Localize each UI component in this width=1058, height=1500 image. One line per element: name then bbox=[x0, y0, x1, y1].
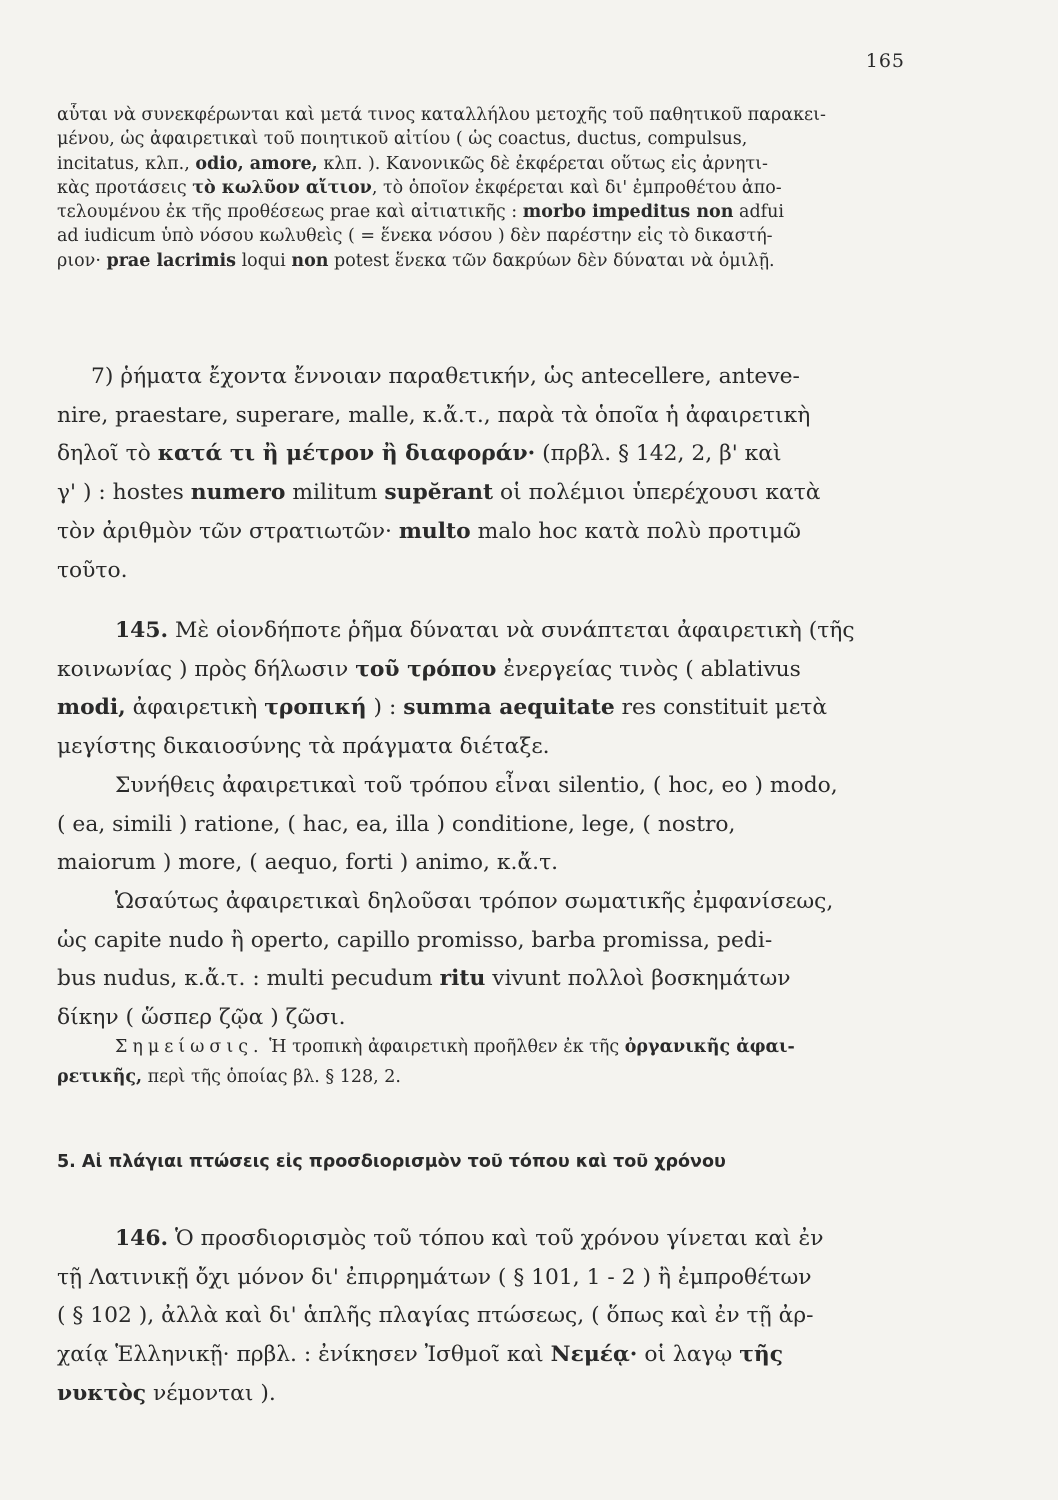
bold-term: prae lacrimis bbox=[106, 250, 237, 271]
text-line: ad iudicum ὑπὸ νόσου κωλυθεὶς ( = ἕνεκα νόσου ) δὲν παρέστην εἰς τὸ δικαστή- bbox=[57, 226, 773, 247]
text-line: 145. Μὲ οἱονδήποτε ῥῆμα δύναται νὰ συνάπτεται ἀφαιρετικὴ (τῆς bbox=[115, 618, 855, 643]
bold-term: Νεμέᾳ· bbox=[550, 1342, 638, 1368]
text-line: incitatus, κλπ., odio, amore, κλπ. ). Κανονικῶς δὲ ἐκφέρεται οὕτως εἰς ἀρνητι- bbox=[57, 153, 768, 174]
bold-term: modi, bbox=[57, 695, 126, 721]
section-146 bbox=[57, 1220, 915, 1414]
page-number: 165 bbox=[865, 50, 905, 72]
note bbox=[57, 1032, 915, 1092]
text-line: Σημείωσις. Ἡ τροπικὴ ἀφαιρετικὴ προῆλθεν ἐκ τῆς ὀργανικῆς ἀφαι- bbox=[115, 1037, 795, 1057]
bold-term: numero bbox=[190, 480, 286, 506]
bold-term: τοῦ τρόπου bbox=[355, 656, 497, 682]
heading-title: Αἱ πλάγιαι πτώσεις εἰς προσδιορισμὸν τοῦ τόπου καὶ τοῦ χρόνου bbox=[81, 1152, 726, 1172]
text-line: ριον· prae lacrimis loqui non potest ἕνεκα τῶν δακρύων δὲν δύναται νὰ ὁμιλῇ. bbox=[57, 250, 775, 271]
text-line: νυκτὸς νέμονται ). bbox=[57, 1380, 276, 1406]
text-line: ( ea, simili ) ratione, ( hac, ea, illa ) conditione, lege, ( nostro, bbox=[57, 811, 736, 837]
text-line: ρετικῆς, περὶ τῆς ὁποίας βλ. § 128, 2. bbox=[57, 1067, 401, 1087]
bold-term: morbo impeditus non bbox=[522, 202, 734, 223]
text-line: 7) ῥήματα ἔχοντα ἔννοιαν παραθετικήν, ὡς antecellere, anteve- bbox=[91, 364, 800, 389]
text-line: χαίᾳ Ἑλληνικῇ· πρβλ. : ἐνίκησεν Ἰσθμοῖ καὶ Νεμέᾳ· οἱ λαγῳ τῆς bbox=[57, 1342, 783, 1368]
bold-term: κατά τι ἢ μέτρον ἢ διαφοράν· bbox=[157, 441, 536, 467]
bold-term: ρετικῆς, bbox=[57, 1067, 143, 1087]
section-number: 146. bbox=[115, 1226, 169, 1251]
text-line: ( § 102 ), ἀλλὰ καὶ δι' ἁπλῆς πλαγίας πτώσεως, ( ὅπως καὶ ἐν τῇ ἀρ- bbox=[57, 1303, 814, 1329]
text-line: γ' ) : hostes numero militum supĕrant οἱ πολέμιοι ὑπερέχουσι κατὰ bbox=[57, 480, 821, 506]
text-line: τὸν ἀριθμὸν τῶν στρατιωτῶν· multo malo hoc κατὰ πολὺ προτιμῶ bbox=[57, 518, 801, 544]
text-line: τοῦτο. bbox=[57, 557, 128, 583]
text-line: δίκην ( ὥσπερ ζῷα ) ζῶσι. bbox=[57, 1005, 346, 1031]
paragraph-7 bbox=[57, 358, 915, 590]
text-line: μένου, ὡς ἀφαιρετικαὶ τοῦ ποιητικοῦ αἰτίου ( ὡς coactus, ductus, compulsus, bbox=[57, 129, 748, 150]
text-line: Ὡσαύτως ἀφαιρετικαὶ δηλοῦσαι τρόπον σωματικῆς ἐμφανίσεως, bbox=[115, 888, 834, 914]
bold-term: multo bbox=[398, 518, 471, 544]
section-number: 145. bbox=[115, 618, 169, 643]
section-145 bbox=[57, 612, 915, 1038]
section-heading bbox=[57, 1152, 915, 1172]
paragraph-intro bbox=[57, 103, 915, 273]
bold-term: τροπική bbox=[264, 695, 367, 721]
bold-term: τῆς bbox=[739, 1342, 783, 1368]
bold-term: τὸ κωλῦον αἴτιον bbox=[192, 177, 372, 198]
text-line: 146. Ὁ προσδιορισμὸς τοῦ τόπου καὶ τοῦ χρόνου γίνεται καὶ ἐν bbox=[115, 1226, 824, 1251]
bold-term: νυκτὸς bbox=[57, 1380, 147, 1406]
note-label: Σημείωσις. bbox=[115, 1037, 264, 1057]
bold-term: non bbox=[291, 250, 329, 271]
text-line: maiorum ) more, ( aequo, forti ) animo, κ.ἄ.τ. bbox=[57, 850, 559, 876]
bold-term: ὀργανικῆς ἀφαι- bbox=[624, 1037, 795, 1057]
text-line: τῇ Λατινικῇ ὄχι μόνον δι' ἐπιρρημάτων ( § 101, 1 - 2 ) ἢ ἐμπροθέτων bbox=[57, 1264, 812, 1290]
bold-term: summa aequitate bbox=[403, 695, 615, 721]
text-line: δηλοῖ τὸ κατά τι ἢ μέτρον ἢ διαφοράν· (πρβλ. § 142, 2, β' καὶ bbox=[57, 441, 782, 467]
text-line: ὡς capite nudo ἢ operto, capillo promisso, barba promissa, pedi- bbox=[57, 927, 773, 953]
text-line: Συνήθεις ἀφαιρετικαὶ τοῦ τρόπου εἶναι silentio, ( hoc, eo ) modo, bbox=[115, 772, 838, 798]
heading-number: 5. bbox=[57, 1152, 76, 1172]
bold-term: ritu bbox=[439, 966, 486, 992]
text-line: modi, ἀφαιρετικὴ τροπική ) : summa aequitate res constituit μετὰ bbox=[57, 695, 828, 721]
text-line: αὗται νὰ συνεκφέρωνται καὶ μετά τινος καταλλήλου μετοχῆς τοῦ παθητικοῦ παρακει- bbox=[57, 105, 826, 125]
bold-term: odio, amore, bbox=[195, 153, 318, 174]
text-line: κοινωνίας ) πρὸς δήλωσιν τοῦ τρόπου ἐνεργείας τινὸς ( ablativus bbox=[57, 656, 801, 682]
text-line: κὰς προτάσεις τὸ κωλῦον αἴτιον, τὸ ὁποῖον ἐκφέρεται καὶ δι' ἐμπροθέτου ἀπο- bbox=[57, 177, 782, 198]
text-line: nire, praestare, superare, malle, κ.ἄ.τ., παρὰ τὰ ὁποῖα ἡ ἀφαιρετικὴ bbox=[57, 402, 811, 428]
text-line: μεγίστης δικαιοσύνης τὰ πράγματα διέταξε. bbox=[57, 734, 550, 760]
text-line: τελουμένου ἐκ τῆς προθέσεως prae καὶ αἰτιατικῆς : morbo impeditus non adfui bbox=[57, 202, 784, 223]
bold-term: supĕrant bbox=[384, 480, 494, 506]
text-line: bus nudus, κ.ἄ.τ. : multi pecudum ritu vivunt πολλοὶ βοσκημάτων bbox=[57, 966, 791, 992]
